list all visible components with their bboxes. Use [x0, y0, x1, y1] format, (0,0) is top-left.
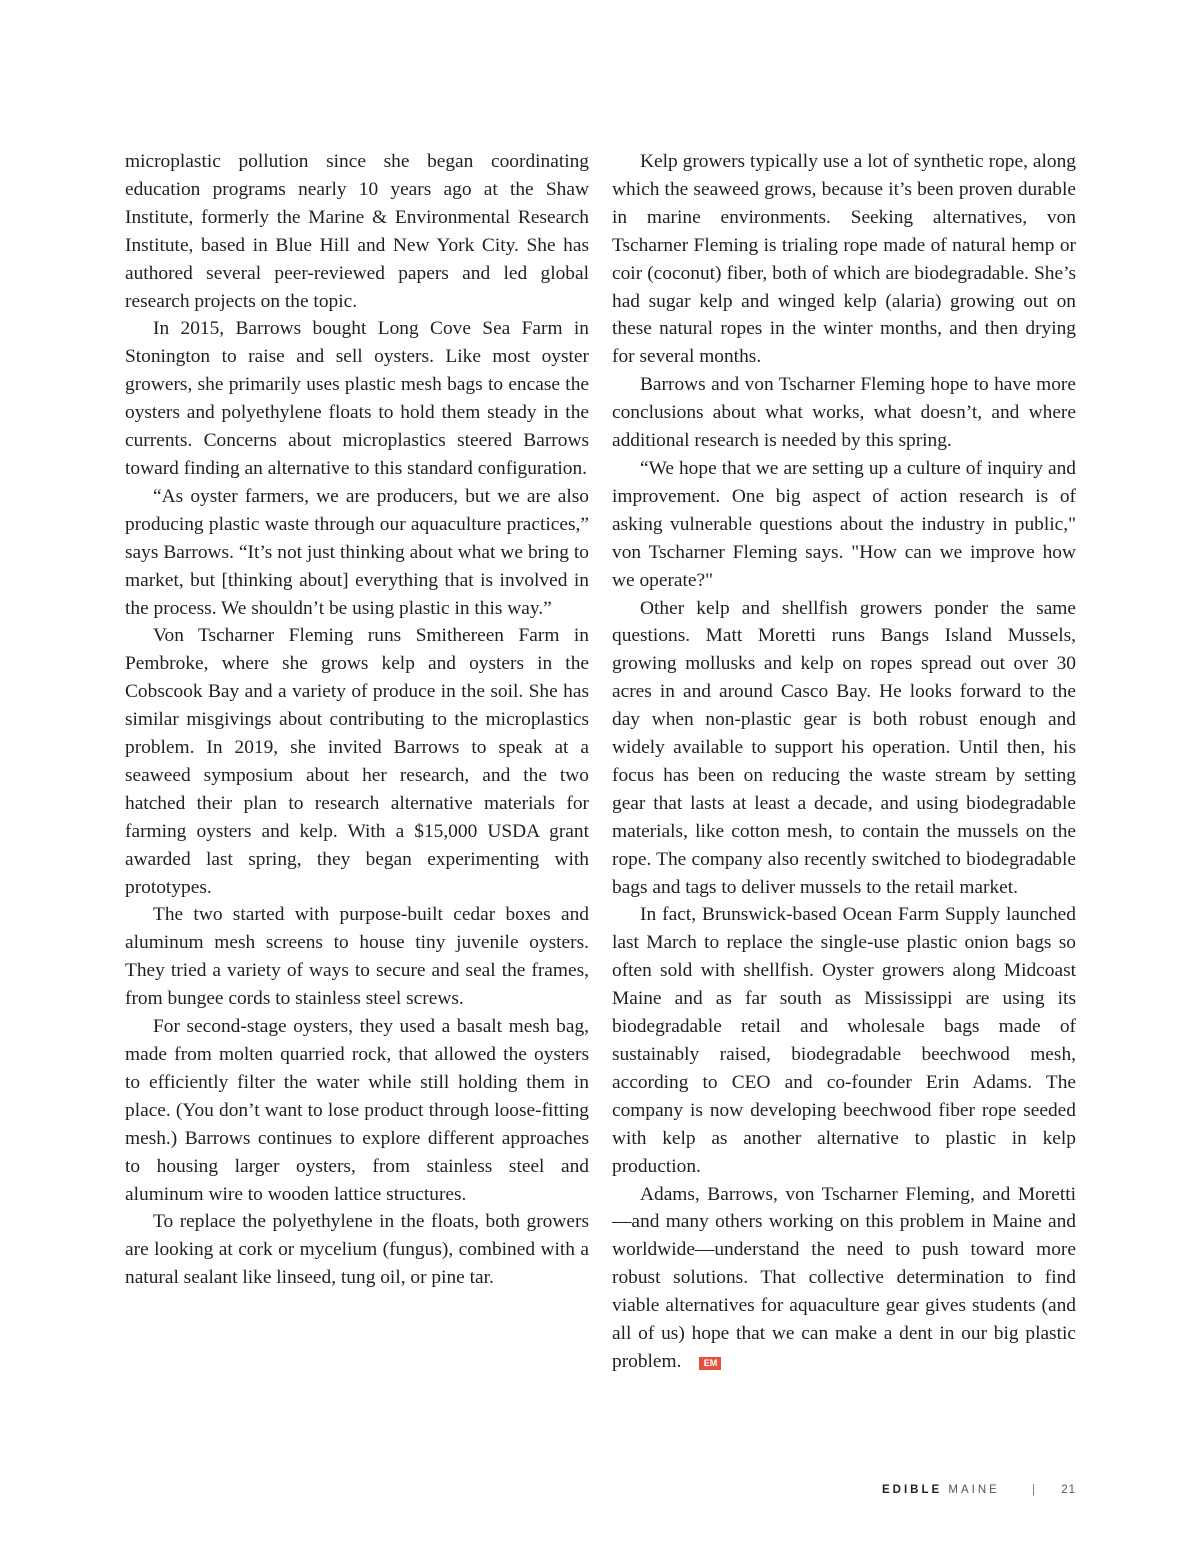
paragraph-text: Kelp growers typically use a lot of synthetic rope, along which the seaweed grows, because it’s been proven durable in marine environments. Seeking alternatives, von Tscharner Fleming is trialing rope made of natural hemp or coir (coconut) fiber, both of which are biodegradable. She’s had sugar kelp and winged kelp (alaria) growing out on these natural ropes in the winter months, and then drying for several months.: [612, 151, 1076, 368]
article-paragraph: [125, 315, 589, 482]
paragraph-text: microplastic pollution since she began coordinating education programs nearly 10 years ago at the Shaw Institute, formerly the Marine & Environmental Research Institute, based in Blue Hill and New York City. She has authored several peer-reviewed papers and led global research projects on the topic.: [125, 151, 589, 312]
article-paragraph: [612, 148, 1076, 371]
article-paragraph: [612, 901, 1076, 1180]
article-paragraph: [125, 622, 589, 901]
paragraph-text: To replace the polyethylene in the floats, both growers are looking at cork or mycelium (fungus), combined with a natural sealant like linseed, tung oil, or pine tar.: [125, 1211, 589, 1289]
article-paragraph: [125, 483, 589, 623]
page-number: 21: [1061, 1484, 1076, 1496]
paragraph-text: For second-stage oysters, they used a basalt mesh bag, made from molten quarried rock, that allowed the oysters to efficiently filter the water while still holding them in place. (You don’t want to lose product through loose-fitting mesh.) Barrows continues to explore different approaches to housing larger oysters, from stainless steel and aluminum wire to wooden lattice structures.: [125, 1016, 589, 1205]
paragraph-text: In fact, Brunswick-based Ocean Farm Supply launched last March to replace the single-use plastic onion bags so often sold with shellfish. Oyster growers along Midcoast Maine and as far south as Mississippi are using its biodegradable retail and wholesale bags made of sustainably raised, biodegradable beechwood mesh, according to CEO and co-founder Erin Adams. The company is now developing beechwood fiber rope seeded with kelp as another alternative to plastic in kelp production.: [612, 904, 1076, 1177]
article-paragraph: [612, 1181, 1076, 1376]
paragraph-text: In 2015, Barrows bought Long Cove Sea Farm in Stonington to raise and sell oysters. Like most oyster growers, she primarily uses plastic mesh bags to encase the oysters and polyethylene floats to hold them steady in the currents. Concerns about microplastics steered Barrows toward finding an alternative to this standard configuration.: [125, 318, 589, 479]
footer-separator: |: [1032, 1484, 1035, 1496]
article-column-left: [125, 148, 589, 1292]
paragraph-text: “We hope that we are setting up a culture of inquiry and improvement. One big aspect of action research is of asking vulnerable questions about the industry in public," von Tscharner Fleming says. "How can we improve how we operate?": [612, 457, 1076, 591]
article-column-right: [612, 148, 1076, 1376]
paragraph-text: Adams, Barrows, von Tscharner Fleming, and Moretti—and many others working on this problem in Maine and worldwide—understand the need to push toward more robust solutions. That collective determination to find viable alternatives for aquaculture gear gives students (and all of us) hope that we can make a dent in our big plastic problem.: [612, 1183, 1076, 1372]
article-paragraph: [125, 901, 589, 1013]
end-mark-icon: EM: [699, 1357, 721, 1370]
paragraph-text: Von Tscharner Fleming runs Smithereen Farm in Pembroke, where she grows kelp and oysters in the Cobscook Bay and a variety of produce in the soil. She has similar misgivings about contributing to the microplastics problem. In 2019, she invited Barrows to speak at a seaweed symposium about her research, and the two hatched their plan to research alternative materials for farming oysters and kelp. With a $15,000 USDA grant awarded last spring, they began experimenting with prototypes.: [125, 625, 589, 898]
article-paragraph: [125, 148, 589, 315]
footer-brand-maine: MAINE: [948, 1484, 1000, 1496]
page-footer: [882, 1484, 1076, 1496]
paragraph-text: The two started with purpose-built cedar boxes and aluminum mesh screens to house tiny juvenile oysters. They tried a variety of ways to secure and seal the frames, from bungee cords to stainless steel screws.: [125, 904, 589, 1010]
footer-brand-edible: EDIBLE: [882, 1484, 943, 1496]
paragraph-text: Other kelp and shellfish growers ponder the same questions. Matt Moretti runs Bangs Island Mussels, growing mollusks and kelp on ropes spread out over 30 acres in and around Casco Bay. He looks forward to the day when non-plastic gear is both robust enough and widely available to support his operation. Until then, his focus has been on reducing the waste stream by setting gear that lasts at least a decade, and using biodegradable materials, like cotton mesh, to contain the mussels on the rope. The company also recently switched to biodegradable bags and tags to deliver mussels to the retail market.: [612, 597, 1076, 898]
paragraph-text: “As oyster farmers, we are producers, but we are also producing plastic waste through our aquaculture practices,” says Barrows. “It’s not just thinking about what we bring to market, but [thinking about] everything that is involved in the process. We shouldn’t be using plastic in this way.”: [125, 485, 589, 619]
article-paragraph: [125, 1208, 589, 1292]
article-paragraph: [612, 371, 1076, 455]
article-paragraph: [612, 455, 1076, 595]
paragraph-text: Barrows and von Tscharner Fleming hope to have more conclusions about what works, what doesn’t, and where additional research is needed by this spring.: [612, 374, 1076, 452]
article-paragraph: [125, 1013, 589, 1208]
article-paragraph: [612, 595, 1076, 902]
